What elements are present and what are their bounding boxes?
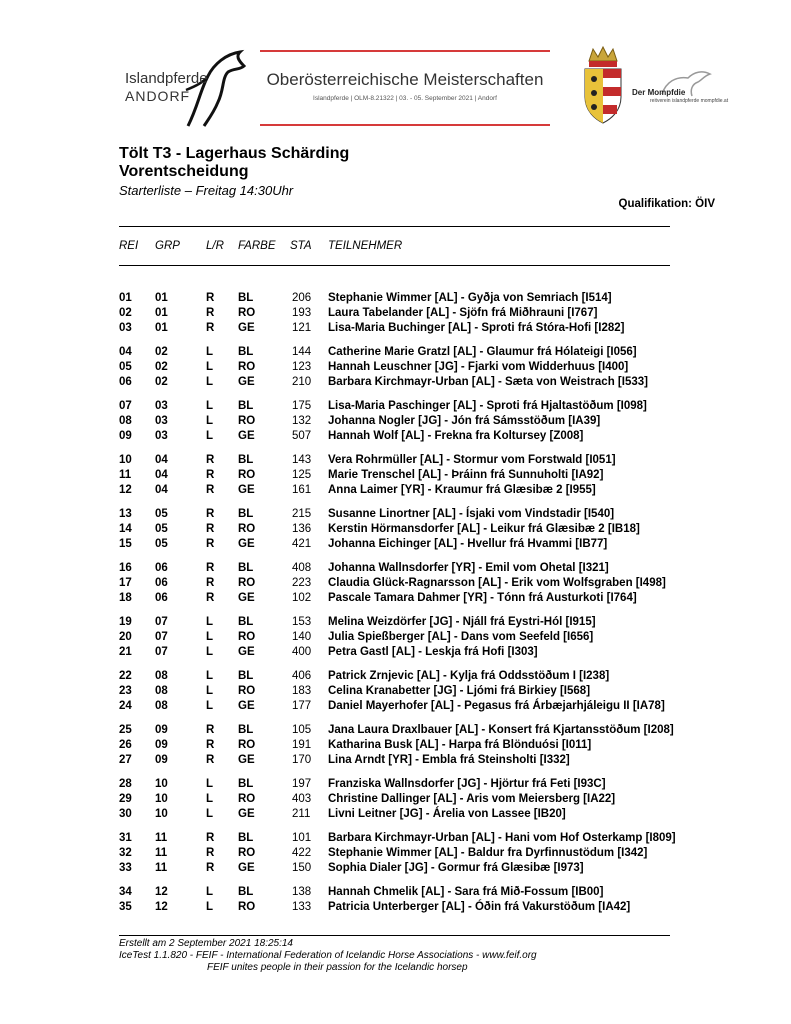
cell-farbe: GE bbox=[238, 538, 255, 550]
divider-header bbox=[119, 265, 670, 266]
cell-lr: R bbox=[206, 724, 215, 736]
cell-sta: 132 bbox=[292, 415, 312, 427]
cell-rei: 22 bbox=[119, 670, 132, 682]
cell-farbe: RO bbox=[238, 901, 256, 913]
cell-lr: L bbox=[206, 670, 214, 682]
cell-teilnehmer: Patrick Zrnjevic [AL] - Kylja frá Oddsstöðum I [I238] bbox=[328, 670, 610, 682]
cell-grp: 06 bbox=[155, 577, 168, 589]
table-row bbox=[119, 415, 719, 430]
table-row bbox=[119, 754, 719, 769]
cell-lr: L bbox=[206, 808, 214, 820]
cell-rei: 06 bbox=[119, 376, 132, 388]
table-row bbox=[119, 616, 719, 631]
divider-top bbox=[119, 226, 670, 227]
table-row bbox=[119, 430, 719, 445]
cell-farbe: GE bbox=[238, 376, 255, 388]
cell-lr: R bbox=[206, 862, 215, 874]
table-row bbox=[119, 685, 719, 700]
cell-sta: 223 bbox=[292, 577, 312, 589]
cell-grp: 08 bbox=[155, 700, 168, 712]
cell-lr: R bbox=[206, 577, 215, 589]
cell-teilnehmer: Celina Kranabetter [JG] - Ljómi frá Birkiey [I568] bbox=[328, 685, 591, 697]
cell-farbe: RO bbox=[238, 739, 256, 751]
header-banner bbox=[260, 50, 550, 128]
cell-grp: 07 bbox=[155, 631, 168, 643]
table-row bbox=[119, 724, 719, 739]
cell-lr: L bbox=[206, 901, 214, 913]
table-row bbox=[119, 700, 719, 715]
cell-rei: 07 bbox=[119, 400, 132, 412]
cell-sta: 215 bbox=[292, 508, 312, 520]
cell-teilnehmer: Hannah Wolf [AL] - Frekna fra Koltursey [Z008] bbox=[328, 430, 584, 442]
footer-icetest: IceTest 1.1.820 - FEIF - International Federation of Icelandic Horse Associations - www.feif.org bbox=[119, 950, 537, 961]
cell-sta: 101 bbox=[292, 832, 312, 844]
cell-grp: 12 bbox=[155, 886, 168, 898]
page-subtitle: Vorentscheidung bbox=[119, 163, 249, 180]
cell-grp: 11 bbox=[155, 832, 168, 844]
cell-farbe: RO bbox=[238, 415, 256, 427]
coat-of-arms-icon bbox=[581, 45, 625, 125]
footer-feif: FEIF unites people in their passion for the Icelandic horsep bbox=[207, 962, 468, 973]
cell-grp: 04 bbox=[155, 484, 168, 496]
cell-farbe: RO bbox=[238, 577, 256, 589]
column-sta: STA bbox=[290, 240, 312, 252]
cell-grp: 01 bbox=[155, 322, 168, 334]
cell-rei: 33 bbox=[119, 862, 132, 874]
table-row bbox=[119, 646, 719, 661]
cell-farbe: GE bbox=[238, 430, 255, 442]
cell-farbe: BL bbox=[238, 778, 254, 790]
cell-grp: 01 bbox=[155, 292, 168, 304]
table-row bbox=[119, 808, 719, 823]
cell-teilnehmer: Johanna Nogler [JG] - Jón frá Sámsstöðum [IA39] bbox=[328, 415, 601, 427]
cell-rei: 18 bbox=[119, 592, 132, 604]
cell-sta: 161 bbox=[292, 484, 312, 496]
cell-teilnehmer: Hannah Leuschner [JG] - Fjarki vom Widderhuus [I400] bbox=[328, 361, 629, 373]
logo-left-line2: ANDORF bbox=[125, 88, 191, 104]
cell-lr: L bbox=[206, 700, 214, 712]
logo-right-label: Der Mompfdie bbox=[632, 88, 686, 97]
cell-sta: 421 bbox=[292, 538, 312, 550]
cell-rei: 27 bbox=[119, 754, 132, 766]
cell-rei: 14 bbox=[119, 523, 132, 535]
cell-farbe: GE bbox=[238, 484, 255, 496]
cell-teilnehmer: Patricia Unterberger [AL] - Óðin frá Vakurstöðum [IA42] bbox=[328, 901, 631, 913]
starter-list-subtitle: Starterliste – Freitag 14:30Uhr bbox=[119, 183, 294, 198]
cell-lr: R bbox=[206, 847, 215, 859]
cell-lr: L bbox=[206, 778, 214, 790]
cell-lr: L bbox=[206, 793, 214, 805]
cell-farbe: BL bbox=[238, 832, 254, 844]
cell-rei: 08 bbox=[119, 415, 132, 427]
table-row bbox=[119, 631, 719, 646]
cell-lr: L bbox=[206, 646, 214, 658]
cell-teilnehmer: Lina Arndt [YR] - Embla frá Steinsholti [I332] bbox=[328, 754, 570, 766]
cell-teilnehmer: Livni Leitner [JG] - Árelia von Lassee [IB20] bbox=[328, 808, 566, 820]
column-lr: L/R bbox=[206, 240, 224, 252]
cell-lr: R bbox=[206, 307, 215, 319]
cell-lr: R bbox=[206, 322, 215, 334]
cell-farbe: BL bbox=[238, 400, 254, 412]
cell-lr: R bbox=[206, 754, 215, 766]
cell-rei: 31 bbox=[119, 832, 132, 844]
cell-farbe: GE bbox=[238, 646, 255, 658]
table-row bbox=[119, 778, 719, 793]
cell-sta: 403 bbox=[292, 793, 312, 805]
table-row bbox=[119, 901, 719, 916]
cell-grp: 02 bbox=[155, 376, 168, 388]
cell-grp: 10 bbox=[155, 808, 168, 820]
table-row bbox=[119, 832, 719, 847]
cell-rei: 20 bbox=[119, 631, 132, 643]
cell-grp: 04 bbox=[155, 454, 168, 466]
header-top-line bbox=[260, 50, 550, 52]
table-row bbox=[119, 376, 719, 391]
logo-left-line1: Islandpferde bbox=[125, 70, 208, 87]
cell-farbe: RO bbox=[238, 523, 256, 535]
cell-grp: 05 bbox=[155, 538, 168, 550]
header-title: Oberösterreichische Meisterschaften bbox=[266, 70, 544, 89]
table-row bbox=[119, 577, 719, 592]
cell-farbe: BL bbox=[238, 346, 254, 358]
cell-lr: L bbox=[206, 346, 214, 358]
cell-lr: R bbox=[206, 469, 215, 481]
cell-grp: 07 bbox=[155, 646, 168, 658]
cell-lr: R bbox=[206, 739, 215, 751]
cell-rei: 11 bbox=[119, 469, 132, 481]
cell-teilnehmer: Stephanie Wimmer [AL] - Baldur fra Dyrfinnustödum [I342] bbox=[328, 847, 648, 859]
table-header bbox=[119, 240, 679, 258]
cell-grp: 10 bbox=[155, 778, 168, 790]
table-row bbox=[119, 739, 719, 754]
cell-farbe: GE bbox=[238, 754, 255, 766]
cell-lr: R bbox=[206, 484, 215, 496]
cell-rei: 24 bbox=[119, 700, 132, 712]
cell-farbe: GE bbox=[238, 862, 255, 874]
cell-sta: 400 bbox=[292, 646, 312, 658]
cell-rei: 23 bbox=[119, 685, 132, 697]
qualification-label: Qualifikation: ÖIV bbox=[618, 198, 715, 210]
cell-teilnehmer: Barbara Kirchmayr-Urban [AL] - Hani vom Hof Osterkamp [I809] bbox=[328, 832, 676, 844]
table-row bbox=[119, 670, 719, 685]
cell-rei: 32 bbox=[119, 847, 132, 859]
cell-lr: L bbox=[206, 400, 214, 412]
cell-lr: R bbox=[206, 832, 215, 844]
cell-grp: 05 bbox=[155, 523, 168, 535]
cell-rei: 10 bbox=[119, 454, 132, 466]
cell-grp: 03 bbox=[155, 415, 168, 427]
cell-sta: 136 bbox=[292, 523, 312, 535]
cell-rei: 34 bbox=[119, 886, 132, 898]
cell-farbe: RO bbox=[238, 631, 256, 643]
cell-farbe: GE bbox=[238, 808, 255, 820]
cell-farbe: BL bbox=[238, 292, 254, 304]
cell-rei: 30 bbox=[119, 808, 132, 820]
cell-grp: 12 bbox=[155, 901, 168, 913]
cell-grp: 08 bbox=[155, 670, 168, 682]
cell-sta: 143 bbox=[292, 454, 312, 466]
cell-teilnehmer: Daniel Mayerhofer [AL] - Pegasus frá Árbæjarhjáleigu II [IA78] bbox=[328, 700, 665, 712]
cell-rei: 16 bbox=[119, 562, 132, 574]
cell-grp: 11 bbox=[155, 847, 168, 859]
cell-teilnehmer: Johanna Eichinger [AL] - Hvellur frá Hvammi [IB77] bbox=[328, 538, 608, 550]
cell-sta: 170 bbox=[292, 754, 312, 766]
cell-teilnehmer: Jana Laura Draxlbauer [AL] - Konsert frá Kjartansstöðum [I208] bbox=[328, 724, 674, 736]
footer-created: Erstellt am 2 September 2021 18:25:14 bbox=[119, 938, 293, 949]
cell-teilnehmer: Lisa-Maria Paschinger [AL] - Sproti frá Hjaltastöðum [I098] bbox=[328, 400, 647, 412]
logo-right-sub: reitverein islandpferde mompfdie.at bbox=[650, 98, 729, 104]
cell-farbe: RO bbox=[238, 361, 256, 373]
table-row bbox=[119, 400, 719, 415]
cell-lr: R bbox=[206, 508, 215, 520]
cell-farbe: RO bbox=[238, 469, 256, 481]
cell-lr: R bbox=[206, 592, 215, 604]
cell-lr: R bbox=[206, 538, 215, 550]
cell-teilnehmer: Christine Dallinger [AL] - Aris vom Meiersberg [IA22] bbox=[328, 793, 616, 805]
table-row bbox=[119, 484, 719, 499]
cell-lr: L bbox=[206, 886, 214, 898]
cell-teilnehmer: Sophia Dialer [JG] - Gormur frá Glæsibæ [I973] bbox=[328, 862, 584, 874]
table-row bbox=[119, 454, 719, 469]
cell-grp: 09 bbox=[155, 739, 168, 751]
cell-lr: R bbox=[206, 523, 215, 535]
cell-teilnehmer: Marie Trenschel [AL] - Þráinn frá Sunnuholti [IA92] bbox=[328, 469, 604, 481]
cell-teilnehmer: Lisa-Maria Buchinger [AL] - Sproti frá Stóra-Hofi [I282] bbox=[328, 322, 625, 334]
cell-sta: 105 bbox=[292, 724, 312, 736]
cell-rei: 12 bbox=[119, 484, 132, 496]
cell-grp: 08 bbox=[155, 685, 168, 697]
table-row bbox=[119, 361, 719, 376]
cell-lr: L bbox=[206, 631, 214, 643]
table-row bbox=[119, 322, 719, 337]
cell-teilnehmer: Stephanie Wimmer [AL] - Gyðja von Semriach [I514] bbox=[328, 292, 612, 304]
cell-farbe: GE bbox=[238, 700, 255, 712]
cell-rei: 04 bbox=[119, 346, 132, 358]
cell-farbe: BL bbox=[238, 508, 254, 520]
cell-farbe: RO bbox=[238, 307, 256, 319]
cell-lr: L bbox=[206, 430, 214, 442]
cell-sta: 197 bbox=[292, 778, 312, 790]
cell-farbe: BL bbox=[238, 670, 254, 682]
divider-footer bbox=[119, 935, 670, 936]
cell-teilnehmer: Hannah Chmelik [AL] - Sara frá Mið-Fossum [IB00] bbox=[328, 886, 604, 898]
page-title: Tölt T3 - Lagerhaus Schärding bbox=[119, 145, 350, 162]
cell-farbe: BL bbox=[238, 454, 254, 466]
cell-grp: 06 bbox=[155, 562, 168, 574]
cell-sta: 153 bbox=[292, 616, 312, 628]
column-grp: GRP bbox=[155, 240, 180, 252]
cell-lr: L bbox=[206, 415, 214, 427]
cell-sta: 125 bbox=[292, 469, 312, 481]
column-rei: REI bbox=[119, 240, 139, 252]
table-row bbox=[119, 847, 719, 862]
cell-rei: 25 bbox=[119, 724, 132, 736]
column-farbe: FARBE bbox=[238, 240, 276, 252]
cell-rei: 26 bbox=[119, 739, 132, 751]
cell-farbe: BL bbox=[238, 616, 254, 628]
table-row bbox=[119, 862, 719, 877]
cell-teilnehmer: Johanna Wallnsdorfer [YR] - Emil vom Ohetal [I321] bbox=[328, 562, 609, 574]
cell-sta: 211 bbox=[292, 808, 311, 820]
cell-farbe: GE bbox=[238, 322, 255, 334]
table-row bbox=[119, 469, 719, 484]
cell-farbe: GE bbox=[238, 592, 255, 604]
cell-farbe: RO bbox=[238, 793, 256, 805]
cell-grp: 09 bbox=[155, 724, 168, 736]
cell-lr: R bbox=[206, 454, 215, 466]
cell-rei: 29 bbox=[119, 793, 132, 805]
cell-rei: 01 bbox=[119, 292, 132, 304]
islandpferde-andorf-logo bbox=[118, 46, 248, 128]
table-row bbox=[119, 538, 719, 553]
cell-teilnehmer: Julia Spießberger [AL] - Dans vom Seefeld [I656] bbox=[328, 631, 594, 643]
cell-rei: 09 bbox=[119, 430, 132, 442]
cell-rei: 19 bbox=[119, 616, 132, 628]
cell-grp: 02 bbox=[155, 361, 168, 373]
cell-farbe: BL bbox=[238, 724, 254, 736]
cell-rei: 03 bbox=[119, 322, 132, 334]
column-teilnehmer: TEILNEHMER bbox=[328, 240, 403, 252]
cell-teilnehmer: Pascale Tamara Dahmer [YR] - Tónn frá Austurkoti [I764] bbox=[328, 592, 637, 604]
cell-sta: 408 bbox=[292, 562, 312, 574]
cell-teilnehmer: Melina Weizdörfer [JG] - Njáll frá Eystri-Hól [I915] bbox=[328, 616, 596, 628]
cell-farbe: RO bbox=[238, 847, 256, 859]
cell-sta: 406 bbox=[292, 670, 312, 682]
cell-teilnehmer: Vera Rohrmüller [AL] - Stormur vom Forstwald [I051] bbox=[328, 454, 616, 466]
table-row bbox=[119, 292, 719, 307]
cell-sta: 150 bbox=[292, 862, 312, 874]
table-row bbox=[119, 562, 719, 577]
cell-sta: 138 bbox=[292, 886, 312, 898]
cell-sta: 206 bbox=[292, 292, 312, 304]
cell-grp: 10 bbox=[155, 793, 168, 805]
cell-teilnehmer: Katharina Busk [AL] - Harpa frá Blönduósi [I011] bbox=[328, 739, 592, 751]
cell-farbe: BL bbox=[238, 886, 254, 898]
cell-teilnehmer: Barbara Kirchmayr-Urban [AL] - Sæta von Weistrach [I533] bbox=[328, 376, 648, 388]
cell-rei: 02 bbox=[119, 307, 132, 319]
table-row bbox=[119, 523, 719, 538]
table-row bbox=[119, 592, 719, 607]
cell-sta: 123 bbox=[292, 361, 312, 373]
horse-head-icon bbox=[178, 46, 248, 128]
cell-grp: 04 bbox=[155, 469, 168, 481]
cell-grp: 07 bbox=[155, 616, 168, 628]
cell-grp: 03 bbox=[155, 400, 168, 412]
cell-sta: 144 bbox=[292, 346, 312, 358]
table-row bbox=[119, 793, 719, 808]
cell-sta: 121 bbox=[292, 322, 312, 334]
cell-sta: 507 bbox=[292, 430, 312, 442]
cell-teilnehmer: Laura Tabelander [AL] - Sjöfn frá Miðhrauni [I767] bbox=[328, 307, 598, 319]
cell-grp: 11 bbox=[155, 862, 168, 874]
cell-sta: 102 bbox=[292, 592, 312, 604]
cell-farbe: RO bbox=[238, 685, 256, 697]
cell-sta: 422 bbox=[292, 847, 312, 859]
cell-lr: L bbox=[206, 616, 214, 628]
cell-rei: 15 bbox=[119, 538, 132, 550]
cell-rei: 21 bbox=[119, 646, 132, 658]
cell-teilnehmer: Petra Gastl [AL] - Leskja frá Hofi [I303] bbox=[328, 646, 538, 658]
cell-grp: 01 bbox=[155, 307, 168, 319]
cell-sta: 193 bbox=[292, 307, 312, 319]
cell-rei: 28 bbox=[119, 778, 132, 790]
header-bottom-line bbox=[260, 124, 550, 126]
cell-grp: 09 bbox=[155, 754, 168, 766]
table-row bbox=[119, 346, 719, 361]
cell-teilnehmer: Catherine Marie Gratzl [AL] - Glaumur frá Hólateigi [I056] bbox=[328, 346, 637, 358]
mompfdie-logo bbox=[632, 68, 729, 108]
header-subline: Islandpferde | OLM-8.21322 | 03. - 05. September 2021 | Andorf bbox=[313, 95, 497, 102]
table-row bbox=[119, 508, 719, 523]
cell-teilnehmer: Franziska Wallnsdorfer [JG] - Hjörtur frá Feti [I93C] bbox=[328, 778, 606, 790]
cell-sta: 177 bbox=[292, 700, 312, 712]
cell-rei: 13 bbox=[119, 508, 132, 520]
cell-sta: 133 bbox=[292, 901, 312, 913]
table-row bbox=[119, 886, 719, 901]
cell-lr: L bbox=[206, 685, 214, 697]
cell-teilnehmer: Kerstin Hörmansdorfer [AL] - Leikur frá Glæsibæ 2 [IB18] bbox=[328, 523, 640, 535]
cell-rei: 05 bbox=[119, 361, 132, 373]
cell-teilnehmer: Susanne Linortner [AL] - Ísjaki vom Vindstadir [I540] bbox=[328, 508, 615, 520]
cell-sta: 140 bbox=[292, 631, 312, 643]
cell-lr: R bbox=[206, 562, 215, 574]
footer bbox=[119, 937, 679, 974]
cell-farbe: BL bbox=[238, 562, 254, 574]
cell-sta: 210 bbox=[292, 376, 312, 388]
table-row bbox=[119, 307, 719, 322]
cell-grp: 02 bbox=[155, 346, 168, 358]
cell-lr: L bbox=[206, 376, 214, 388]
cell-grp: 06 bbox=[155, 592, 168, 604]
cell-rei: 17 bbox=[119, 577, 132, 589]
cell-teilnehmer: Anna Laimer [YR] - Kraumur frá Glæsibæ 2 [I955] bbox=[328, 484, 596, 496]
cell-lr: L bbox=[206, 361, 214, 373]
cell-sta: 183 bbox=[292, 685, 312, 697]
cell-grp: 05 bbox=[155, 508, 168, 520]
cell-teilnehmer: Claudia Glück-Ragnarsson [AL] - Erik vom Wolfsgraben [I498] bbox=[328, 577, 666, 589]
cell-lr: R bbox=[206, 292, 215, 304]
cell-rei: 35 bbox=[119, 901, 132, 913]
cell-sta: 191 bbox=[292, 739, 312, 751]
cell-grp: 03 bbox=[155, 430, 168, 442]
cell-sta: 175 bbox=[292, 400, 312, 412]
